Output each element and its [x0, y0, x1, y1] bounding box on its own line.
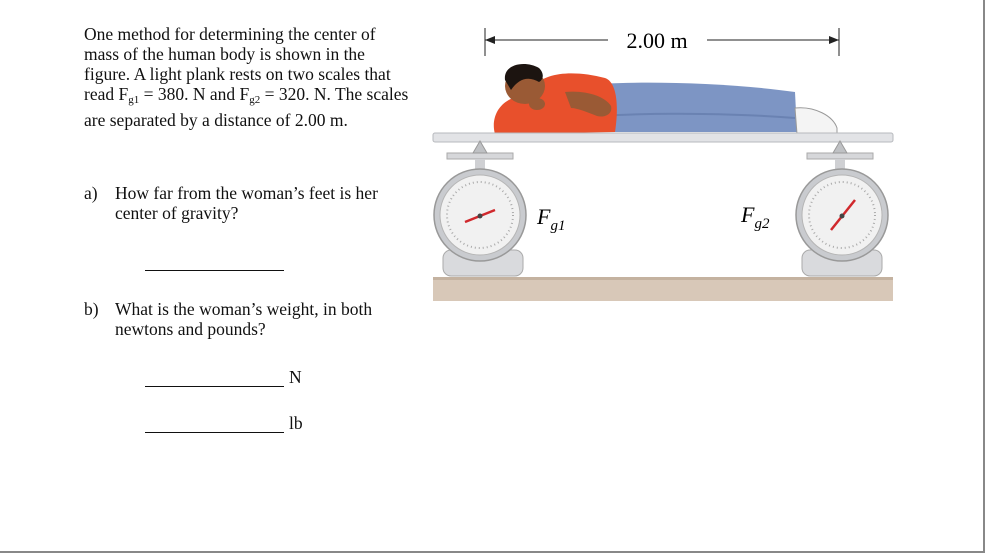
- scale-figure: [425, 20, 895, 310]
- answer-pounds-blank[interactable]: [145, 432, 284, 433]
- scale-left: [434, 141, 526, 276]
- scale2-label: $F_{g2}$: [741, 202, 770, 232]
- question-a-text: How far from the woman’s feet is her center of gravity?: [115, 183, 378, 223]
- arrow-right-icon: [829, 36, 839, 44]
- newtons-unit: N: [289, 367, 302, 387]
- distance-label: 2.00 m: [626, 28, 688, 53]
- arrow-left-icon: [485, 36, 495, 44]
- plank: [433, 133, 893, 142]
- floor: [433, 277, 893, 301]
- answer-newtons-blank[interactable]: [145, 386, 284, 387]
- question-a-letter: a): [84, 183, 98, 203]
- problem-statement: One method for determining the center of mass of the human body is shown in the figure. A light plank rests on two scales that read $F_{g1} = 380$. N and $F_{g2} = 320$. N. The scales are separated by a distance of 2.00 m.: [84, 24, 409, 130]
- woman-figure: [494, 64, 837, 134]
- distance-dimension: [485, 28, 839, 56]
- question-b-text: What is the woman’s weight, in both newtons and pounds?: [115, 299, 373, 339]
- answer-a-blank[interactable]: [145, 270, 284, 271]
- pounds-unit: lb: [289, 413, 303, 433]
- scale1-label: $F_{g1}$: [537, 204, 566, 234]
- question-b-letter: b): [84, 299, 99, 319]
- scale-right: [796, 141, 888, 276]
